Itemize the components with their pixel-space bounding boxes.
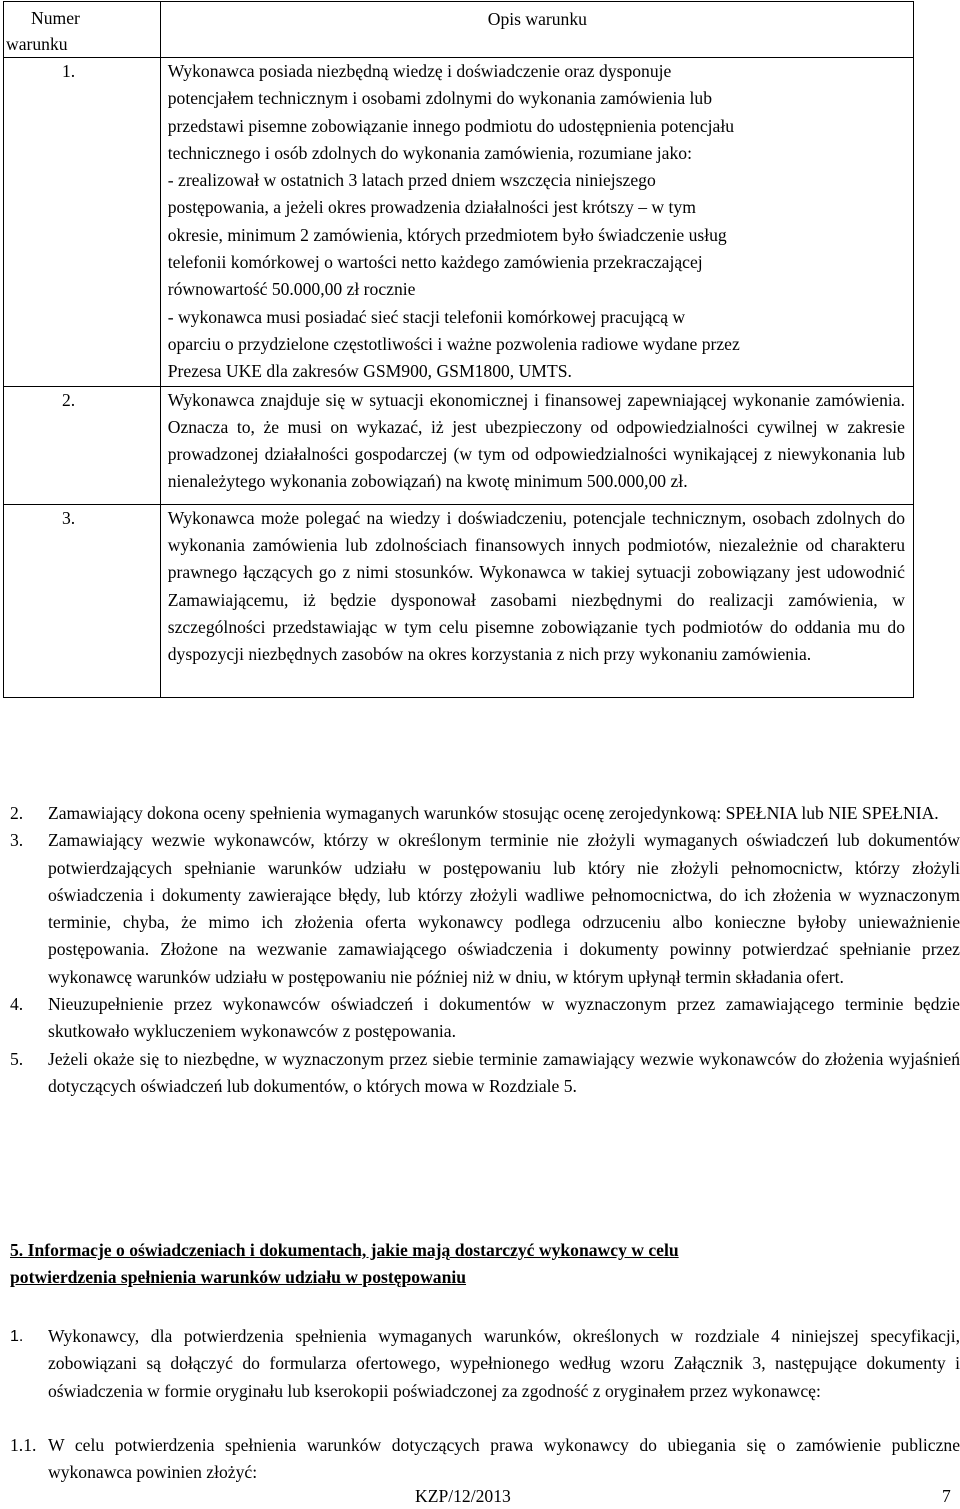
table-row: [4, 504, 914, 697]
list-item-text: Jeżeli okaże się to niezbędne, w wyznaczonym przez siebie terminie zamawiający wezwie wykonawców do złożenia wyjaśnień dotyczących oświadczeń lub dokumentów, o których mowa w Rozdziale 5.: [48, 1048, 960, 1096]
table-header-row: [4, 2, 914, 58]
text-line: równowartość 50.000,00 zł rocznie: [167, 279, 416, 300]
page-footer: [0, 1484, 960, 1509]
paragraph-number: 1.: [10, 1328, 24, 1345]
text-line: okresie, minimum 2 zamówienia, których przedmiotem było świadczenie usług: [167, 224, 727, 245]
list-item-number: 5.: [10, 1048, 24, 1069]
text-line: - zrealizował w ostatnich 3 latach przed dniem wszczęcia niniejszego: [167, 170, 656, 191]
text-line: postępowania, a jeżeli okres prowadzenia działalności jest krótszy – w tym: [167, 197, 696, 218]
text-line: telefonii komórkowej o wartości netto każdego zamówienia przekraczającej: [167, 252, 703, 273]
text-line: przedstawi pisemne zobowiązanie innego podmiotu do udostępnienia potencjału: [167, 115, 735, 136]
list-item: [10, 800, 960, 827]
table-row: [4, 386, 914, 504]
row-number: 2.: [4, 386, 161, 504]
text-line: - wykonawca musi posiadać sieć stacji telefonii komórkowej pracującą w: [167, 306, 686, 327]
text-line: Wykonawca posiada niezbędną wiedzę i doświadczenie oraz dysponuje: [167, 61, 672, 81]
row-number: 1.: [4, 58, 161, 387]
header-number-line1: Numer: [31, 8, 80, 28]
list-item-text: Nieuzupełnienie przez wykonawców oświadczeń i dokumentów w wyznaczonym przez zamawiającego terminie będzie skutkowało wykluczeniem wykonawców z postępowania.: [48, 994, 960, 1042]
paragraph-number: 1.1.: [10, 1435, 37, 1455]
text-line: potencjałem technicznym i osobami zdolnymi do wykonania zamówienia lub: [167, 88, 713, 109]
section-heading-line1: 5. Informacje o oświadczeniach i dokumentach, jakie mają dostarczyć wykonawcy w celu: [10, 1240, 679, 1260]
table-row: [4, 58, 914, 387]
row-text: Wykonawca może polegać na wiedzy i doświadczeniu, potencjale technicznym, osobach zdolnych do wykonania zamówienia lub zdolnościach finansowych innych podmiotów, niezależnie od charakteru prawnego łączących go z nimi stosunków. Wykonawca w takiej sytuacji zobowiązany jest udowodnić Zamawiającemu, iż będzie dysponował zasobami niezbędnymi do realizacji zamówienia, w szczególności przedstawiając w tym celu pisemne zobowiązanie tych podmiotów do oddania mu do dyspozycji niezbędnych zasobów na okres korzystania z nich przy wykonaniu zamówienia.: [167, 507, 905, 665]
text-line: Prezesa UKE dla zakresów GSM900, GSM1800, UMTS.: [167, 361, 572, 382]
section-heading-line2: potwierdzenia spełnienia warunków udziału w postępowaniu: [10, 1267, 467, 1287]
list-item-number: 3.: [10, 830, 24, 851]
list-item-number: 2.: [10, 803, 24, 823]
list-item: [10, 1046, 960, 1101]
list-item-text: Zamawiający wezwie wykonawców, którzy w określonym terminie nie złożyli wymaganych oświadczeń lub dokumentów potwierdzających spełnianie warunków udziału w postępowaniu lub który nie złożyli pełnomocnictw, którzy złożyli oświadczenia i dokumenty zawierające błędy, lub którzy złożyli wadliwe pełnomocnictwa, do ich złożenia w wyznaczonym terminie, chyba, że mimo ich złożenia oferta wykonawcy podlega odrzuceniu albo konieczne byłoby unieważnienie postępowania. Złożone na wezwanie zamawiającego oświadczenia i dokumenty powinny potwierdzać spełnianie przez wykonawcę warunków udziału w postępowaniu nie później niż w dniu, w którym upłynął termin składania ofert.: [48, 830, 960, 987]
document-code: KZP/12/2013: [415, 1486, 511, 1506]
numbered-paragraph: [10, 1323, 960, 1405]
header-description: Opis warunku: [487, 9, 587, 29]
row-number: 3.: [4, 504, 161, 697]
text-line: technicznego i osób zdolnych do wykonania zamówienia, rozumiane jako:: [167, 142, 692, 163]
list-item: [10, 991, 960, 1046]
header-description-cell: [160, 2, 913, 58]
conditions-list: [10, 800, 960, 1100]
row-description: [160, 58, 913, 387]
row-description: [160, 504, 913, 697]
paragraph-text: Wykonawcy, dla potwierdzenia spełnienia wymaganych warunków, określonych w rozdziale 4 niniejszej specyfikacji, zobowiązani są dołączyć do formularza ofertowego, wypełnionego według wzoru Załącznik 3, następujące dokumenty i oświadczenia w formie oryginału lub kserokopii poświadczonej za zgodność z oryginałem przez wykonawcę:: [48, 1326, 960, 1401]
list-item-number: 4.: [10, 994, 24, 1015]
list-item: [10, 827, 960, 991]
page-number: 7: [942, 1486, 951, 1506]
conditions-table: [3, 1, 914, 698]
list-item-text: Zamawiający dokona oceny spełnienia wymaganych warunków stosując ocenę zerojedynkową: SPEŁNIA lub NIE SPEŁNIA.: [48, 803, 939, 823]
text-line: oparciu o przydzielone częstotliwości i ważne pozwolenia radiowe wydane przez: [167, 333, 740, 354]
paragraph-text: W celu potwierdzenia spełnienia warunków dotyczących prawa wykonawcy do ubiegania się o zamówienie publiczne wykonawca powinien złożyć:: [48, 1435, 960, 1483]
numbered-paragraph: [10, 1432, 960, 1487]
header-number-cell: [4, 2, 161, 58]
header-number-line2: warunku: [6, 34, 68, 54]
section-heading: [10, 1237, 950, 1291]
row-text: Wykonawca znajduje się w sytuacji ekonomicznej i finansowej zapewniającej wykonanie zamówienia. Oznacza to, że musi on wykazać, iż jest ubezpieczony od odpowiedzialności cywilnej w zakresie prowadzonej działalności gospodarczej (w tym od odpowiedzialności wynikającej z niewykonania lub nienależytego wykonania zobowiązań) na kwotę minimum 500.000,00 zł.: [167, 389, 905, 492]
row-description: [160, 386, 913, 504]
